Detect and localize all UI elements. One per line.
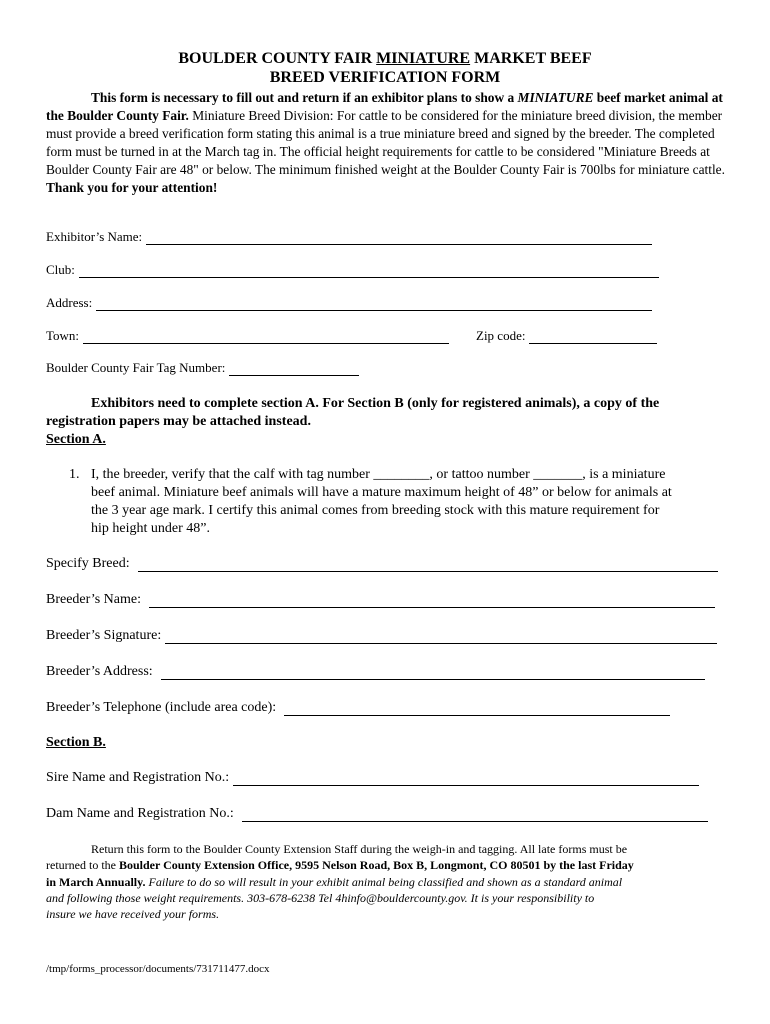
- footer-line-5: insure we have received your forms.: [46, 907, 220, 921]
- footer-line-4: and following those weight requirements. 303-678-6238 Tel 4hinfo@bouldercounty.gov. It is your responsibility to: [46, 891, 595, 905]
- form-subtitle: BREED VERIFICATION FORM: [269, 69, 501, 86]
- footer-line-1: Return this form to the Boulder County Extension Staff during the weigh-in and tagging. All late forms must be: [91, 842, 628, 856]
- zip-line[interactable]: [529, 331, 657, 344]
- sire-line[interactable]: [233, 773, 699, 786]
- club-line[interactable]: [79, 265, 659, 278]
- breed-line[interactable]: [138, 559, 718, 572]
- breeder-name-field[interactable]: Breeder’s Name:: [46, 592, 715, 608]
- breeder-phone-line[interactable]: [284, 703, 670, 716]
- footer-line-2: returned to the Boulder County Extension Office, 9595 Nelson Road, Box B, Longmont, CO 80501 by the last Friday: [46, 858, 634, 872]
- form-title: BOULDER COUNTY FAIR MINIATURE MARKET BEEF: [178, 50, 592, 67]
- certification-line-4: hip height under 48”.: [91, 521, 210, 536]
- breeder-signature-line[interactable]: [165, 631, 717, 644]
- exhibitor-name-line[interactable]: [146, 232, 652, 245]
- instructions-line-2: registration papers may be attached instead.: [46, 414, 311, 429]
- item-number: 1.: [69, 467, 80, 482]
- footer-line-3: in March Annually. Failure to do so will result in your exhibit animal being classified and shown as a standard animal: [46, 875, 623, 889]
- section-a-heading: Section A.: [46, 432, 106, 447]
- dam-field[interactable]: Dam Name and Registration No.:: [46, 806, 708, 822]
- town-line[interactable]: [83, 331, 449, 344]
- extension-office-address: Boulder County Extension Office, 9595 Nelson Road, Box B, Longmont, CO 80501 by the last Friday: [118, 858, 634, 872]
- breeder-name-line[interactable]: [149, 595, 715, 608]
- instructions-line-1: Exhibitors need to complete section A. For Section B (only for registered animals), a copy of the: [91, 396, 660, 411]
- certification-line-2: beef animal. Miniature beef animals will have a mature maximum height of 48” or below for animals at: [91, 485, 672, 500]
- town-field[interactable]: Town:: [46, 328, 449, 344]
- address-field[interactable]: Address:: [46, 295, 652, 311]
- certification-line-1: I, the breeder, verify that the calf with tag number ________, or tattoo number _______, is a miniature: [91, 467, 666, 482]
- zip-field[interactable]: Zip code:: [476, 328, 657, 344]
- club-field[interactable]: Club:: [46, 262, 659, 278]
- certification-line-3: the 3 year age mark. I certify this animal comes from breeding stock with this mature requirement for: [91, 503, 660, 518]
- sire-field[interactable]: Sire Name and Registration No.:: [46, 770, 699, 786]
- title-emphasis: MINIATURE: [376, 50, 471, 67]
- tag-number-field[interactable]: Boulder County Fair Tag Number:: [46, 360, 359, 376]
- section-b-heading: Section B.: [46, 735, 106, 750]
- breeder-signature-field[interactable]: Breeder’s Signature:: [46, 628, 717, 644]
- intro-paragraph: This form is necessary to fill out and return if an exhibitor plans to show a MINIATURE beef market animal at the Boulder County Fair. Miniature Breed Division: For cattle to be considered for the miniature breed division, the member must provide a breed verification form stating this animal is a true miniature breed and signed by the breeder. The completed form must be turned in at the March tag in. The official height requirements for cattle to be considered "Miniature Breeds at Boulder County Fair are 48" or below. The minimum finished weight at the Boulder County Fair is 700lbs for miniature cattle. Thank you for your attention!: [46, 90, 725, 195]
- document-path: /tmp/forms_processor/documents/731711477.docx: [46, 963, 270, 975]
- breeder-phone-field[interactable]: Breeder’s Telephone (include area code):: [46, 700, 670, 716]
- breed-field[interactable]: Specify Breed:: [46, 556, 718, 572]
- breeder-address-field[interactable]: Breeder’s Address:: [46, 664, 705, 680]
- exhibitor-name-field[interactable]: Exhibitor’s Name:: [46, 229, 652, 245]
- address-line[interactable]: [96, 298, 652, 311]
- breeder-address-line[interactable]: [161, 667, 705, 680]
- dam-line[interactable]: [242, 809, 708, 822]
- tag-number-line[interactable]: [229, 363, 359, 376]
